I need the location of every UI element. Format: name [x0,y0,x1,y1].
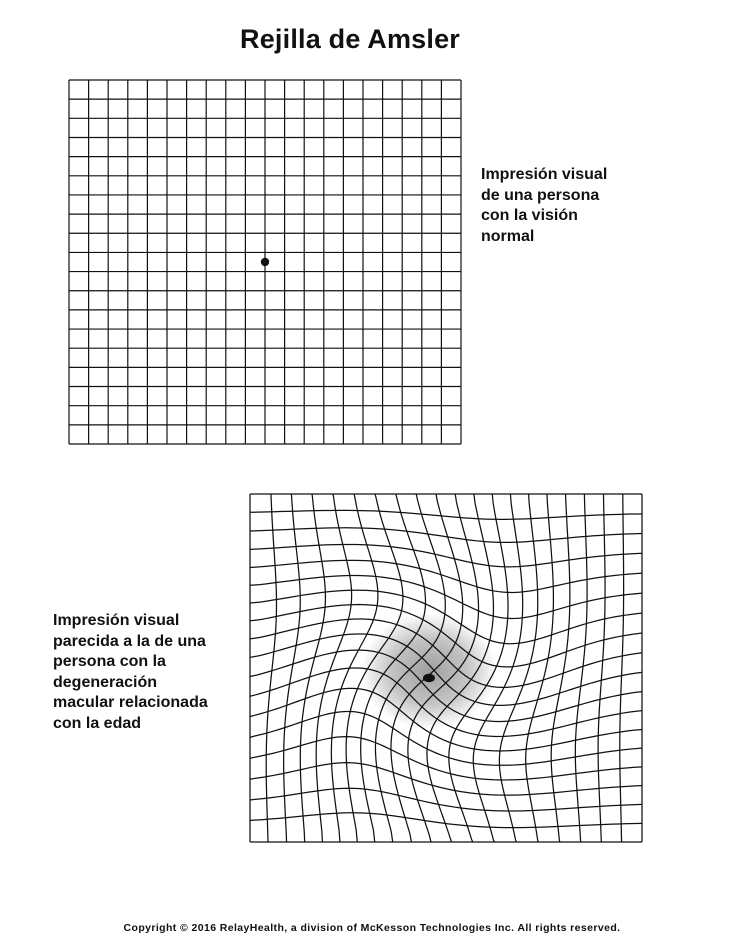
caption-line: parecida a la de una [53,632,206,650]
normal-amsler-grid [68,79,462,445]
caption-line: degeneración [53,673,158,691]
copyright-notice: Copyright © 2016 RelayHealth, a division of McKesson Technologies Inc. All rights reserved. [123,922,621,934]
caption-line: normal [481,227,535,245]
amd-amsler-grid [249,493,643,843]
caption-line: persona con la [53,653,166,670]
fixation-dot [423,674,435,682]
caption-line: Impresión visual [481,166,608,183]
caption-line: Impresión visual [53,612,180,629]
caption-line: de una persona [481,186,600,204]
normal-vision-caption [481,165,607,247]
amd-vision-caption [53,611,208,734]
caption-line: con la edad [53,714,142,732]
page-title: Rejilla de Amsler [240,24,460,54]
caption-line: macular relacionada [53,694,208,711]
fixation-dot [261,258,269,266]
caption-line: con la visión [481,207,578,224]
